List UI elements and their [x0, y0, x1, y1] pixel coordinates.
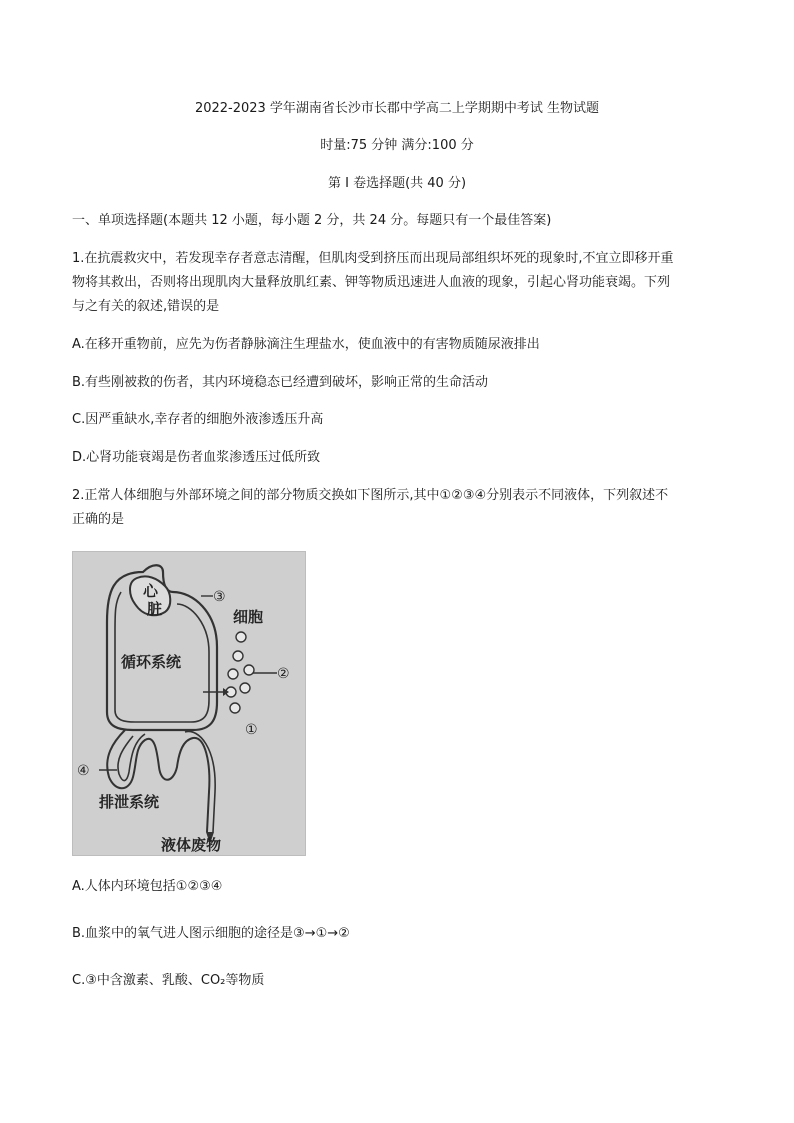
- waste-label: 液体废物: [161, 836, 222, 854]
- heart-label-bottom: 脏: [147, 600, 163, 618]
- document-title: 2022-2023 学年湖南省长沙市长郡中学高二上学期期中考试 生物试题: [194, 101, 600, 116]
- circulation-label: 循环系统: [121, 653, 182, 671]
- body-fluid-diagram: [72, 551, 306, 856]
- q1-option-a: A.在移开重物前，应先为伤者静脉滴注生理盐水，使血液中的有害物质随尿液排出: [72, 337, 540, 352]
- heart-label-top: 心: [143, 582, 159, 600]
- q2-option-b: B.血浆中的氧气进人图示细胞的途径是③→①→②: [72, 926, 350, 941]
- excretion-label: 排泄系统: [99, 793, 160, 811]
- excretion-tubes: [107, 730, 209, 832]
- cells-label: 细胞: [233, 608, 264, 626]
- diagram-svg: [73, 552, 306, 856]
- q1-option-b: B.有些刚被救的伤者，其内环境稳态已经遭到破坏，影响正常的生命活动: [72, 375, 489, 390]
- q1-stem-line1: 1.在抗震救灾中，若发现幸存者意志清醒，但肌肉受到挤压而出现局部组织坏死的现象时,不宜立即移开重: [72, 251, 674, 266]
- label-1: ①: [245, 722, 258, 738]
- label-4: ④: [77, 763, 90, 779]
- q2-option-c: C.③中含激素、乳酸、CO₂等物质: [72, 973, 265, 988]
- q1-option-c: C.因严重缺水,幸存者的细胞外液渗透压升高: [72, 412, 324, 427]
- label-2: ②: [277, 666, 290, 682]
- q1-stem-line3: 与之有关的叙述,错误的是: [72, 299, 220, 314]
- q1-stem-line2: 物将其救出，否则将出现肌肉大量释放肌红素、钾等物质迅速进人血液的现象，引起心肾功能衰竭。下列: [72, 275, 671, 290]
- cell-cluster: [226, 632, 254, 713]
- q2-stem-line2: 正确的是: [72, 512, 125, 527]
- part-heading: 第 I 卷选择题(共 40 分): [327, 176, 467, 191]
- q2-option-a: A.人体内环境包括①②③④: [72, 879, 223, 894]
- q1-option-d: D.心肾功能衰竭是伤者血浆渗透压过低所致: [72, 450, 321, 465]
- excretion-tubes-inner: [118, 732, 215, 833]
- label-3: ③: [213, 589, 226, 605]
- section-heading: 一、单项选择题(本题共 12 小题，每小题 2 分，共 24 分。每题只有一个最佳答案): [72, 213, 552, 228]
- q2-stem-line1: 2.正常人体细胞与外部环境之间的部分物质交换如下图所示,其中①②③④分别表示不同液体，下列叙述不: [72, 488, 669, 503]
- exam-meta: 时量:75 分钟 满分:100 分: [320, 138, 474, 153]
